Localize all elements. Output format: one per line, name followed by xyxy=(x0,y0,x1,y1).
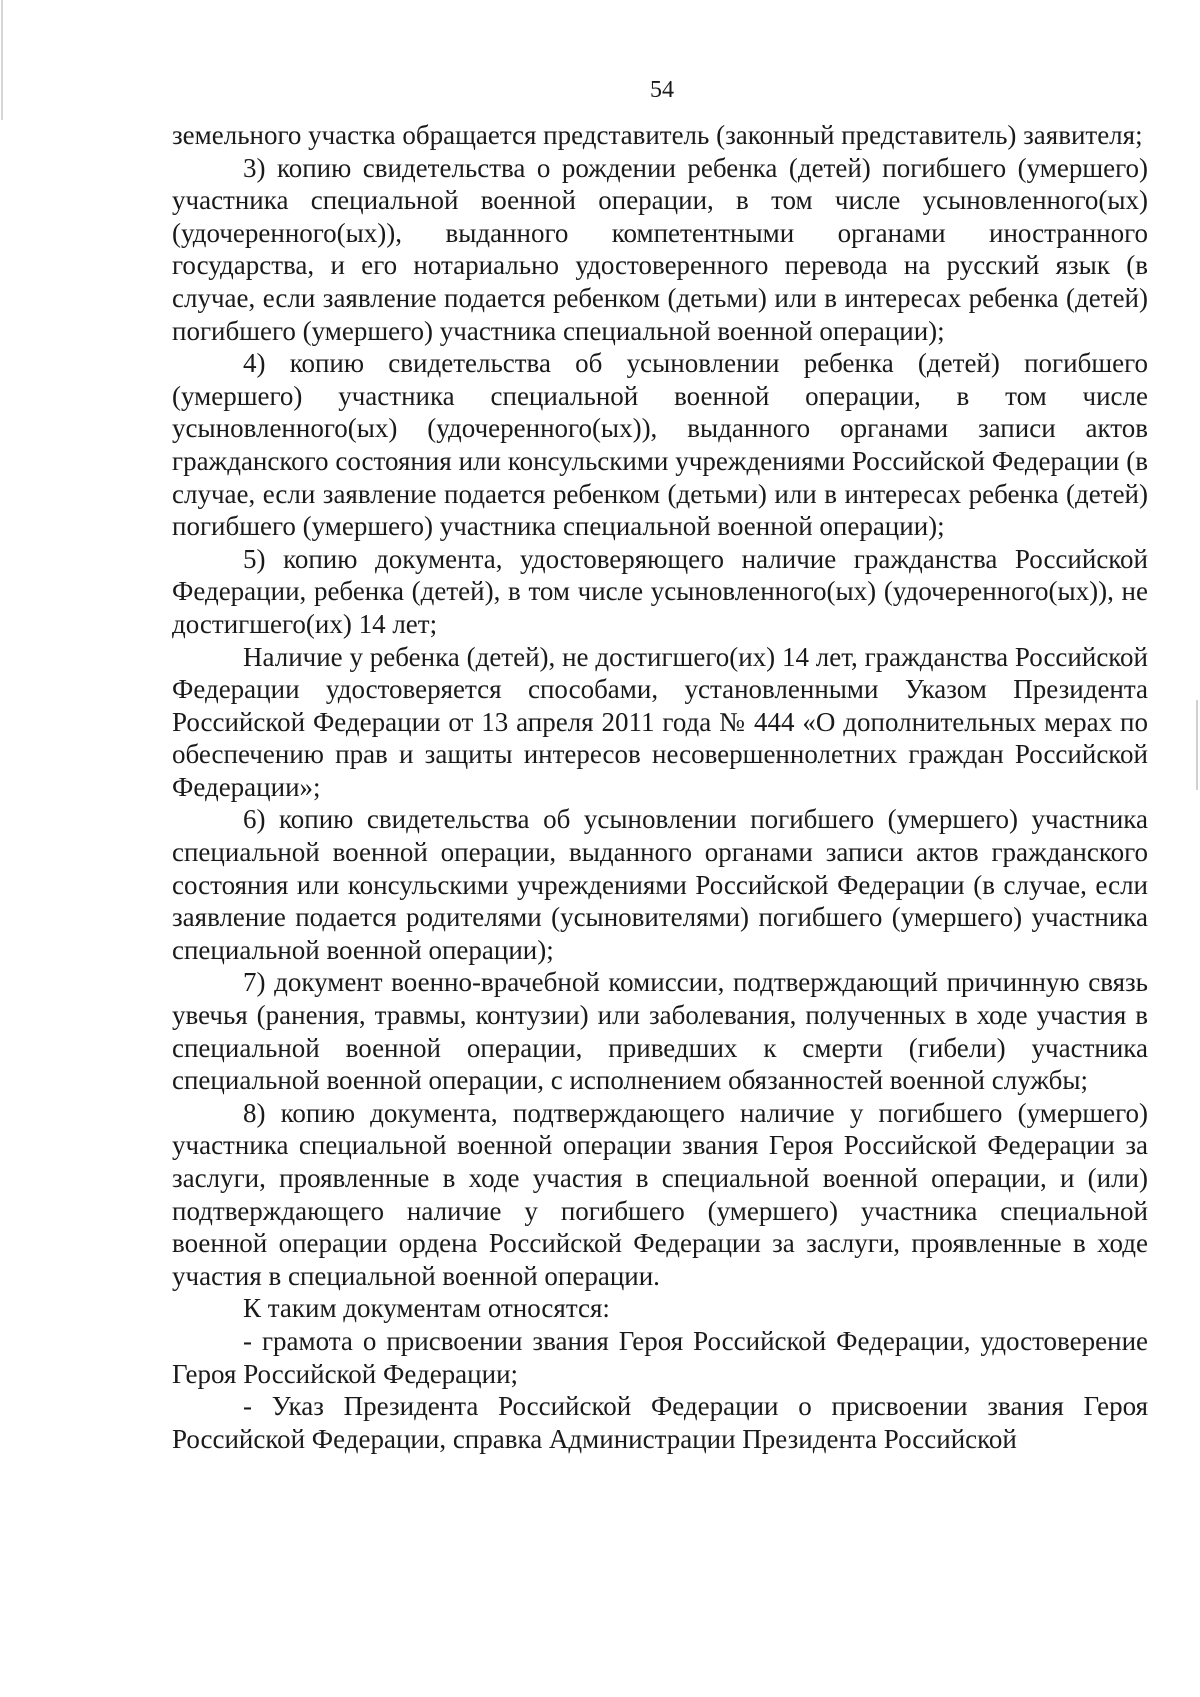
paragraph: 5) копию документа, удостоверяющего наличие гражданства Российской Федерации, ребенка (детей), в том числе усыновленного(ых) (удочеренного(ых)), не достигшего(их) 14 лет; xyxy=(172,543,1148,639)
list-item: - Указ Президента Российской Федерации о присвоении звания Героя Российской Федерации, справка Администрации Президента Российской xyxy=(172,1391,1148,1454)
document-body xyxy=(172,119,1148,1455)
scan-edge-mark xyxy=(1,0,3,120)
scan-edge-mark xyxy=(1196,700,1198,790)
paragraph: 8) копию документа, подтверждающего наличие у погибшего (умершего) участника специальной военной операции звания Героя Российской Федерации за заслуги, проявленные в ходе участия в специальной военной операции, и (или) подтверждающего наличие у погибшего (умершего) участника специальной военной операции ордена Российской Федерации за заслуги, проявленные в ходе участия в специальной военной операции. xyxy=(172,1097,1148,1291)
paragraph: 3) копию свидетельства о рождении ребенка (детей) погибшего (умершего) участника специальной военной операции, в том числе усыновленного(ых) (удочеренного(ых)), выданного компетентными органами иностранного государства, и его нотариально удостоверенного перевода на русский язык (в случае, если заявление подается ребенком (детьми) или в интересах ребенка (детей) погибшего (умершего) участника специальной военной операции); xyxy=(172,152,1148,346)
paragraph: 7) документ военно-врачебной комиссии, подтверждающий причинную связь увечья (ранения, травмы, контузии) или заболевания, полученных в ходе участия в специальной военной операции, приведших к смерти (гибели) участника специальной военной операции, с исполнением обязанностей военной службы; xyxy=(172,967,1148,1096)
paragraph: Наличие у ребенка (детей), не достигшего(их) 14 лет, гражданства Российской Федерации удостоверяется способами, установленными Указом Президента Российской Федерации от 13 апреля 2011 года № 444 «О дополнительных мерах по обеспечению прав и защиты интересов несовершеннолетних граждан Российской Федерации»; xyxy=(172,641,1148,802)
paragraph: К таким документам относятся: xyxy=(243,1293,610,1324)
list-item: - грамота о присвоении звания Героя Российской Федерации, удостоверение Героя Российской Федерации; xyxy=(172,1325,1148,1389)
paragraph: 6) копию свидетельства об усыновлении погибшего (умершего) участника специальной военной операции, выданного органами записи актов гражданского состояния или консульскими учреждениями Российской Федерации (в случае, если заявление подается родителями (усыновителями) погибшего (умершего) участника специальной военной операции); xyxy=(172,804,1148,965)
page-number: 54 xyxy=(650,77,674,103)
paragraph: 4) копию свидетельства об усыновлении ребенка (детей) погибшего (умершего) участника специальной военной операции, в том числе усыновленного(ых) (удочеренного(ых)), выданного органами записи актов гражданского состояния или консульскими учреждениями Российской Федерации (в случае, если заявление подается ребенком (детьми) или в интересах ребенка (детей) погибшего (умершего) участника специальной военной операции); xyxy=(172,348,1148,542)
paragraph: земельного участка обращается представитель (законный представитель) заявителя; xyxy=(172,120,1143,150)
